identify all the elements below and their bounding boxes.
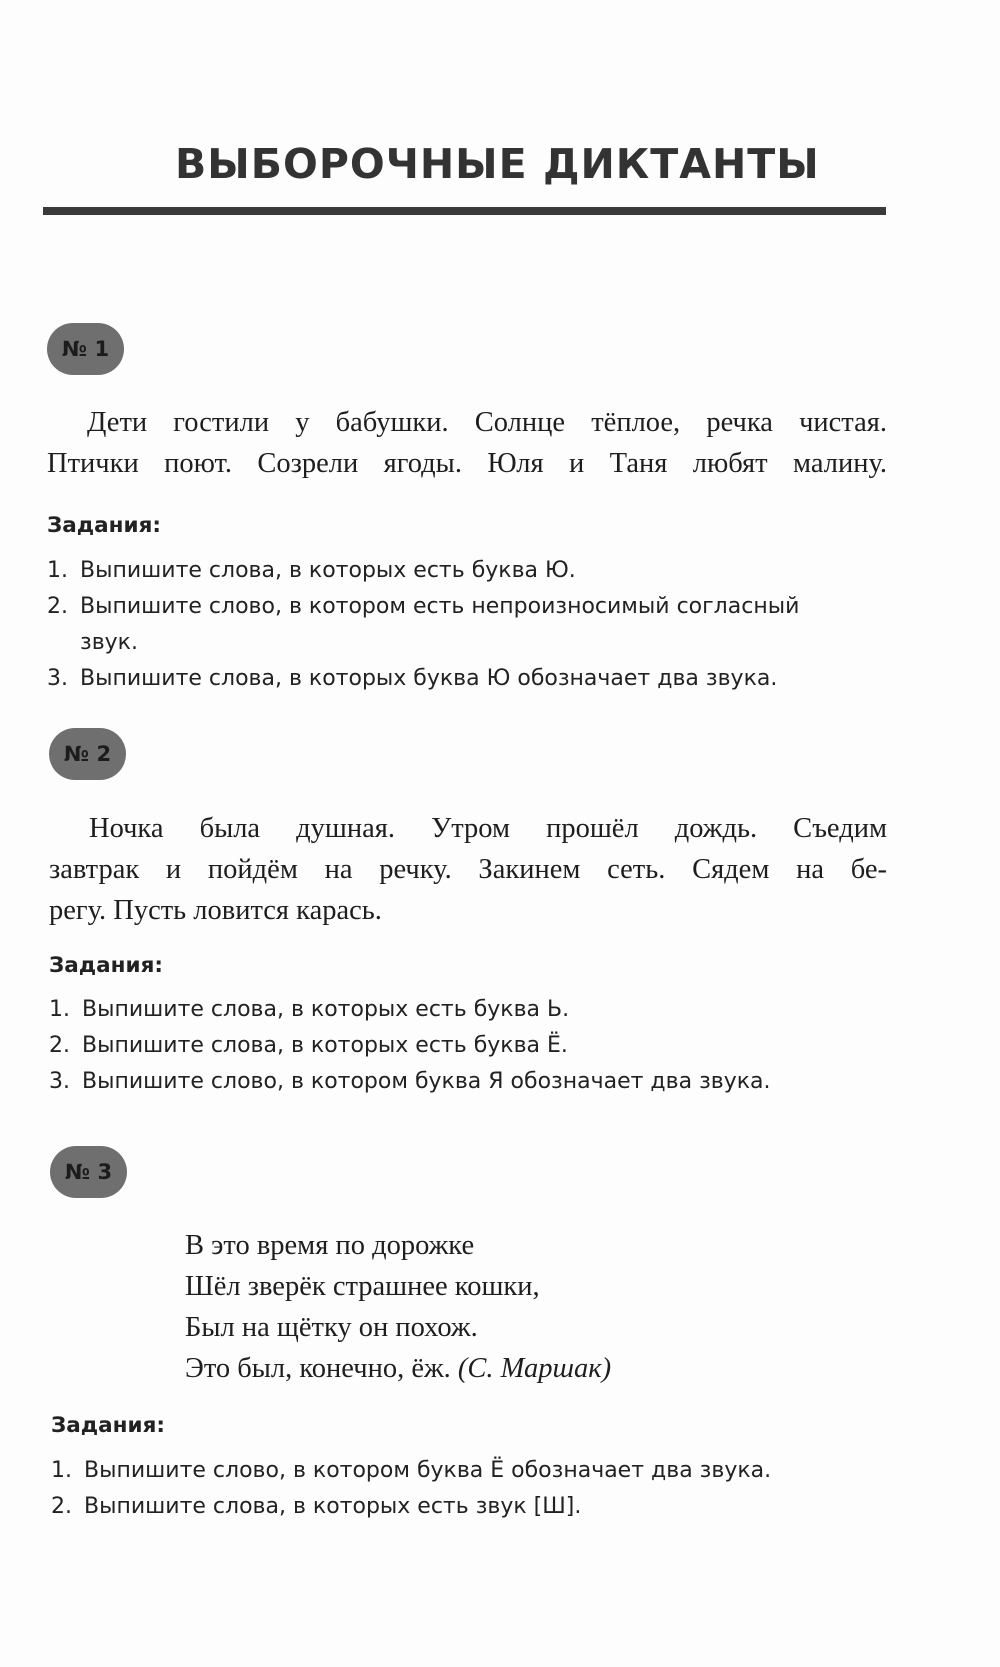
text-line: завтрак и пойдём на речку. Закинем сеть. Сядем на бе- [49, 854, 887, 885]
exercise-3-badge: № 3 [50, 1146, 127, 1198]
task-text: Выпишите слово, в котором буква Я обозначает два звука. [82, 1069, 771, 1094]
exercise-2-task-2 [49, 1033, 568, 1058]
task-text: Выпишите слова, в которых есть буква Ё. [82, 1033, 568, 1058]
exercise-3-tasks-heading: Задания: [51, 1413, 165, 1438]
poem-author: (С. Маршак) [457, 1353, 612, 1384]
task-number: 3. [49, 1069, 70, 1094]
task-number: 2. [49, 1033, 70, 1058]
poem-line: Был на щётку он похож. [185, 1312, 478, 1343]
task-text: Выпишите слова, в которых есть буква Ь. [82, 997, 570, 1022]
text-line: Птички поют. Созрели ягоды. Юля и Таня любят малину. [47, 448, 887, 479]
exercise-1-tasks-heading: Задания: [47, 513, 161, 538]
exercise-3-poem [185, 1225, 611, 1389]
task-number: 2. [51, 1494, 72, 1519]
task-text: Выпишите слова, в которых буква Ю обозначает два звука. [80, 666, 778, 691]
text-line: регу. Пусть ловится карась. [49, 895, 382, 926]
task-text: Выпишите слово, в котором есть непроизносимый согласный [80, 594, 800, 619]
task-number: 1. [47, 558, 68, 583]
title-underline [43, 207, 886, 215]
task-number: 2. [47, 594, 68, 619]
text-line: Дети гостили у бабушки. Солнце тёплое, речка чистая. [87, 407, 887, 438]
poem-line: Это был, конечно, ёж. [185, 1353, 451, 1384]
exercise-3-task-2 [51, 1494, 581, 1519]
poem-line-last [185, 1348, 611, 1389]
poem-line: В это время по дорожке [185, 1230, 475, 1261]
task-number: 3. [47, 666, 68, 691]
exercise-1-task-2-continuation: звук. [80, 630, 138, 655]
poem-line: Шёл зверёк страшнее кошки, [185, 1271, 540, 1302]
exercise-1-badge: № 1 [47, 323, 124, 375]
exercise-2-tasks-heading: Задания: [49, 953, 163, 978]
task-number: 1. [51, 1458, 72, 1483]
exercise-3-task-1 [51, 1458, 771, 1483]
task-text: Выпишите слова, в которых есть буква Ю. [80, 558, 576, 583]
task-text: Выпишите слова, в которых есть звук [Ш]. [84, 1494, 582, 1519]
exercise-1-task-1 [47, 558, 576, 583]
exercise-2-text [49, 808, 887, 931]
task-number: 1. [49, 997, 70, 1022]
exercise-1-task-3 [47, 666, 777, 691]
exercise-2-task-1 [49, 997, 569, 1022]
exercise-2-task-3 [49, 1069, 771, 1094]
text-line: Ночка была душная. Утром прошёл дождь. Съедим [89, 813, 887, 844]
task-text: Выпишите слово, в котором буква Ё обозначает два звука. [84, 1458, 772, 1483]
exercise-1-task-2 [47, 594, 799, 619]
page-title: ВЫБОРОЧНЫЕ ДИКТАНТЫ [175, 140, 820, 188]
exercise-1-text [47, 402, 887, 484]
exercise-2-badge: № 2 [49, 728, 126, 780]
